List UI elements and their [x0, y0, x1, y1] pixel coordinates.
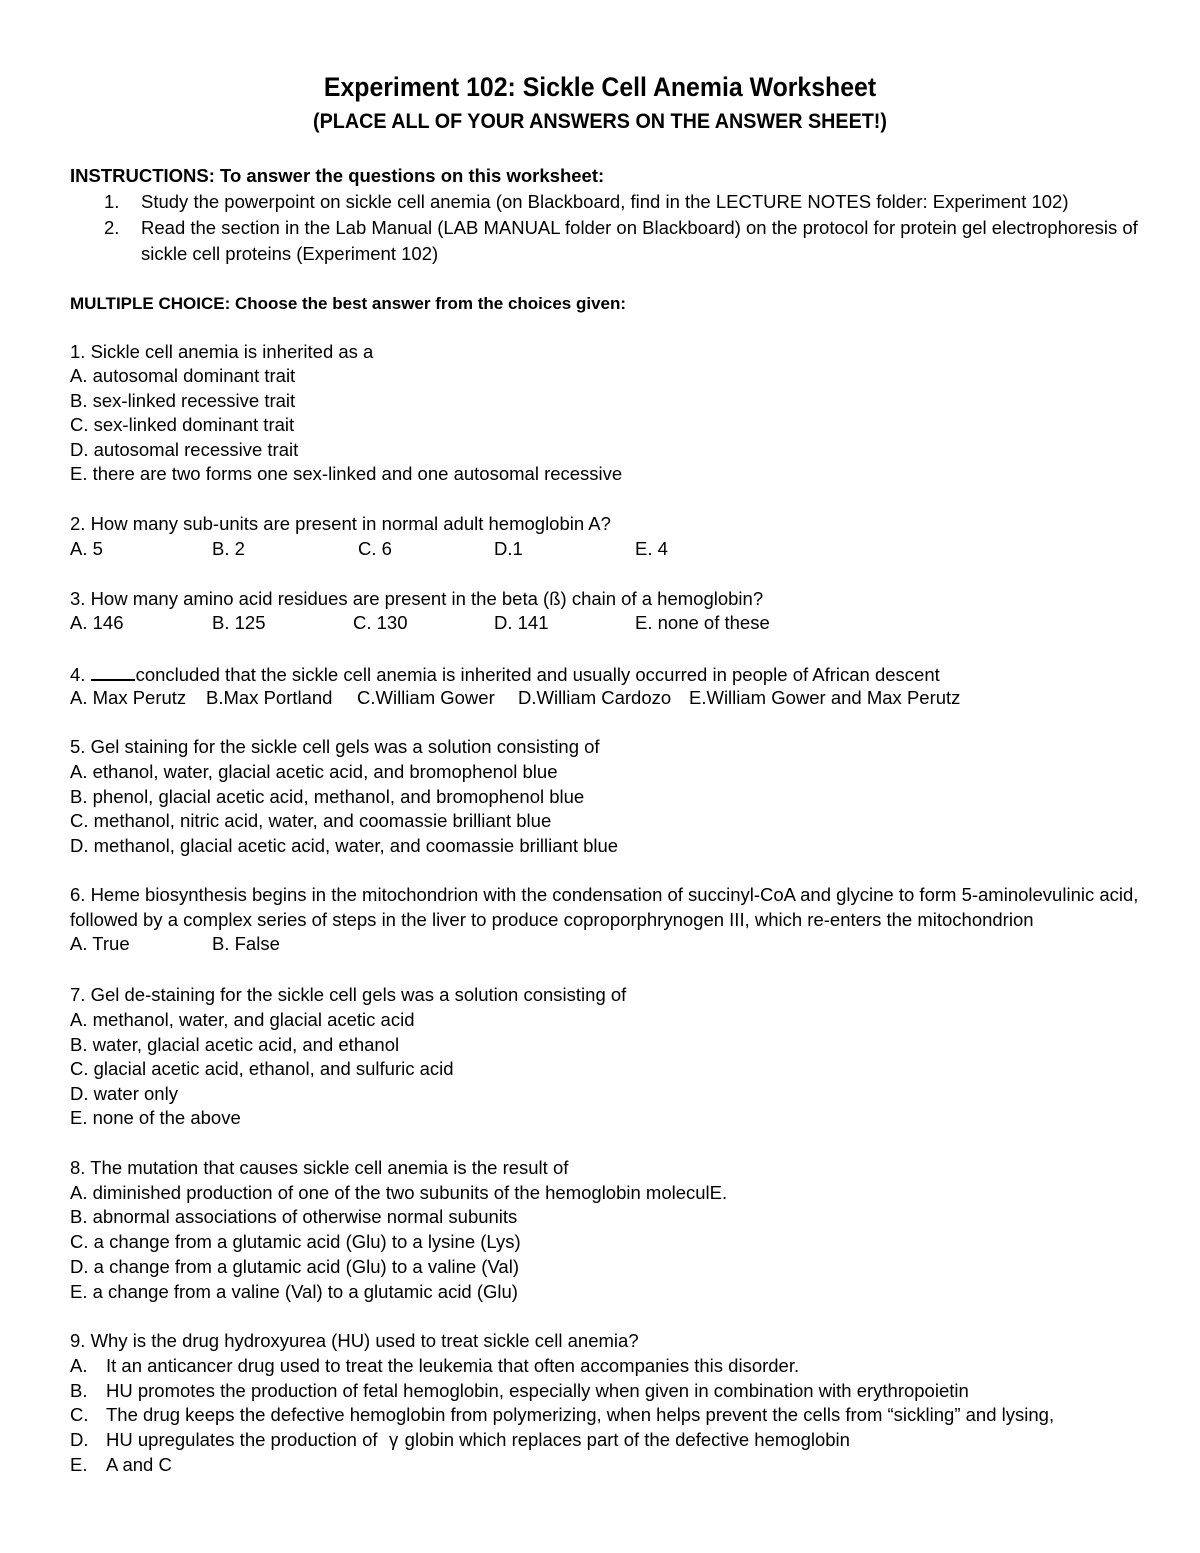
question-stem: 8. The mutation that causes sickle cell anemia is the result of	[70, 1157, 569, 1178]
question-stem-part: 3. How many amino acid residues are present in the beta (	[70, 588, 550, 609]
question-stem	[70, 587, 763, 611]
answer-option: D. 141	[494, 612, 549, 633]
answer-option	[106, 1428, 850, 1452]
answer-option: C. 130	[353, 612, 408, 633]
question-stem: 2. How many sub-units are present in normal adult hemoglobin A?	[70, 513, 611, 534]
instruction-text: Study the powerpoint on sickle cell anemia (on Blackboard, find in the LECTURE NOTES folder: Experiment 102)	[141, 191, 1069, 212]
answer-option: B. 125	[212, 612, 266, 633]
option-letter: B.	[70, 1380, 88, 1401]
instruction-number: 2.	[104, 217, 120, 238]
question-stem: 6. Heme biosynthesis begins in the mitochondrion with the condensation of succinyl-CoA and glycine to form 5-aminolevulinic acid,	[70, 884, 1139, 905]
answer-option: E. none of the above	[70, 1107, 241, 1128]
answer-option: C. methanol, nitric acid, water, and coomassie brilliant blue	[70, 810, 552, 831]
option-letter: E.	[70, 1454, 88, 1475]
answer-option: A. ethanol, water, glacial acetic acid, and bromophenol blue	[70, 761, 558, 782]
answer-option: E.William Gower and Max Perutz	[689, 687, 961, 708]
answer-option-part: HU upregulates the production of	[106, 1429, 378, 1450]
answer-option: B. water, glacial acetic acid, and ethanol	[70, 1034, 400, 1055]
answer-option: D. water only	[70, 1083, 178, 1104]
answer-option: B.Max Portland	[206, 687, 333, 708]
answer-option-part: globin which replaces part of the defective hemoglobin	[404, 1429, 850, 1450]
question-stem: 7. Gel de-staining for the sickle cell gels was a solution consisting of	[70, 984, 627, 1005]
question-stem: 5. Gel staining for the sickle cell gels was a solution consisting of	[70, 736, 600, 757]
answer-option: A. 5	[70, 538, 103, 559]
answer-option: D.William Cardozo	[518, 687, 672, 708]
instruction-number: 1.	[104, 191, 120, 212]
question-stem-text: concluded that the sickle cell anemia is inherited and usually occurred in people of African descent	[135, 664, 940, 685]
answer-option: C. glacial acetic acid, ethanol, and sulfuric acid	[70, 1058, 454, 1079]
answer-option: E. a change from a valine (Val) to a glutamic acid (Glu)	[70, 1281, 518, 1302]
question-stem-continued: followed by a complex series of steps in the liver to produce coproporphrynogen III, which re-enters the mitochondrion	[70, 909, 1034, 930]
answer-option: E. there are two forms one sex-linked and one autosomal recessive	[70, 463, 623, 484]
fill-in-blank	[91, 661, 135, 681]
answer-option: A. diminished production of one of the two subunits of the hemoglobin moleculE.	[70, 1182, 728, 1203]
answer-option: C. sex-linked dominant trait	[70, 414, 295, 435]
answer-option: D.1	[494, 538, 523, 559]
answer-option: C.William Gower	[357, 687, 495, 708]
answer-option: B. abnormal associations of otherwise normal subunits	[70, 1206, 518, 1227]
answer-option: It an anticancer drug used to treat the leukemia that often accompanies this disorder.	[106, 1355, 800, 1376]
question-number: 4.	[70, 664, 86, 685]
answer-option: E. none of these	[635, 612, 770, 633]
answer-option: A. methanol, water, and glacial acetic acid	[70, 1009, 415, 1030]
instruction-text: Read the section in the Lab Manual (LAB MANUAL folder on Blackboard) on the protocol for protein gel electrophoresis of	[141, 217, 1138, 238]
option-letter: D.	[70, 1429, 89, 1450]
answer-option: B. sex-linked recessive trait	[70, 390, 296, 411]
gamma-symbol: γ	[389, 1429, 399, 1450]
answer-option: E. 4	[635, 538, 668, 559]
answer-option: D. a change from a glutamic acid (Glu) to a valine (Val)	[70, 1256, 519, 1277]
instructions-heading: INSTRUCTIONS: To answer the questions on this worksheet:	[70, 165, 605, 186]
answer-option: B. 2	[212, 538, 245, 559]
option-letter: A.	[70, 1355, 88, 1376]
answer-option: D. methanol, glacial acetic acid, water, and coomassie brilliant blue	[70, 835, 619, 856]
question-stem: 1. Sickle cell anemia is inherited as a	[70, 341, 374, 362]
answer-option: The drug keeps the defective hemoglobin from polymerizing, when helps prevent the cells from “sickling” and lysing,	[106, 1404, 1055, 1425]
answer-option: B. phenol, glacial acetic acid, methanol, and bromophenol blue	[70, 786, 585, 807]
answer-option: D. autosomal recessive trait	[70, 439, 299, 460]
answer-option: A. True	[70, 933, 130, 954]
multiple-choice-heading: MULTIPLE CHOICE: Choose the best answer from the choices given:	[70, 294, 627, 313]
answer-option: C. 6	[358, 538, 392, 559]
question-stem-part: ) chain of a hemoglobin?	[560, 588, 764, 609]
page-title: Experiment 102: Sickle Cell Anemia Worksheet	[323, 72, 877, 102]
question-stem: 9. Why is the drug hydroxyurea (HU) used to treat sickle cell anemia?	[70, 1330, 639, 1351]
instruction-text-continued: sickle cell proteins (Experiment 102)	[141, 243, 439, 264]
answer-option: A and C	[106, 1454, 172, 1475]
option-letter: C.	[70, 1404, 89, 1425]
answer-option: C. a change from a glutamic acid (Glu) to a lysine (Lys)	[70, 1231, 521, 1252]
page-subtitle: (PLACE ALL OF YOUR ANSWERS ON THE ANSWER SHEET!)	[313, 110, 887, 133]
answer-option: A. Max Perutz	[70, 687, 187, 708]
question-stem	[70, 661, 940, 687]
beta-symbol: ß	[549, 588, 561, 609]
answer-option: A. 146	[70, 612, 124, 633]
answer-option: B. False	[212, 933, 280, 954]
answer-option: A. autosomal dominant trait	[70, 365, 296, 386]
answer-option: HU promotes the production of fetal hemoglobin, especially when given in combination with erythropoietin	[106, 1380, 969, 1401]
